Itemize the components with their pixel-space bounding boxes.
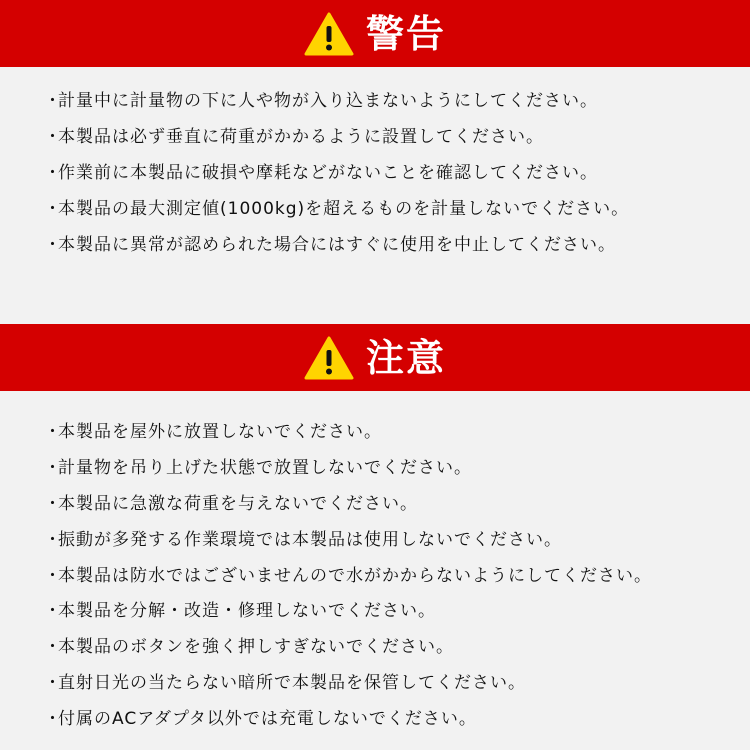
warning-triangle-icon: [304, 12, 354, 56]
warning-item-text: 作業前に本製品に破損や摩耗などがないことを確認してください。: [58, 162, 598, 183]
warning-item: [44, 80, 629, 116]
bullet: ・: [44, 708, 62, 729]
caution-item: [44, 412, 652, 448]
bullet: ・: [44, 529, 62, 550]
caution-item: [44, 448, 652, 484]
bullet: ・: [44, 565, 62, 586]
bullet: ・: [44, 126, 62, 147]
caution-item-text: 付属のACアダプタ以外では充電しないでください。: [58, 708, 477, 729]
caution-item-text: 本製品を屋外に放置しないでください。: [58, 422, 382, 443]
caution-item-text: 本製品に急激な荷重を与えないでください。: [58, 493, 418, 514]
caution-item: [44, 519, 652, 555]
caution-header: [0, 324, 750, 391]
bullet: ・: [44, 422, 62, 443]
warning-header: [0, 0, 750, 67]
bullet: ・: [44, 198, 62, 219]
caution-item: [44, 484, 652, 520]
bullet: ・: [44, 601, 62, 622]
warning-header-content: [304, 12, 446, 56]
bullet: ・: [44, 90, 62, 111]
warning-item-text: 本製品の最大測定値(1000kg)を超えるものを計量しないでください。: [58, 198, 630, 219]
bullet: ・: [44, 672, 62, 693]
warning-item: [44, 152, 629, 188]
caution-item-text: 計量物を吊り上げた状態で放置しないでください。: [58, 458, 472, 479]
caution-item-text: 本製品のボタンを強く押しすぎないでください。: [58, 637, 454, 658]
caution-item: [44, 591, 652, 627]
caution-item: [44, 555, 652, 591]
caution-item-text: 本製品を分解・改造・修理しないでください。: [58, 601, 436, 622]
warning-item-text: 本製品は必ず垂直に荷重がかかるように設置してください。: [58, 126, 544, 147]
bullet: ・: [44, 234, 62, 255]
bullet: ・: [44, 458, 62, 479]
bullet: ・: [44, 162, 62, 183]
warning-item-text: 計量中に計量物の下に人や物が入り込まないようにしてください。: [58, 90, 598, 111]
warning-title: 警告: [365, 11, 446, 56]
caution-item-text: 振動が多発する作業環境では本製品は使用しないでください。: [58, 529, 562, 550]
caution-header-content: [304, 336, 446, 380]
caution-title: 注意: [365, 335, 446, 380]
caution-item: [44, 663, 652, 699]
caution-item-text: 直射日光の当たらない暗所で本製品を保管してください。: [58, 672, 526, 693]
bullet: ・: [44, 493, 62, 514]
caution-item-text: 本製品は防水ではございませんので水がかからないようにしてください。: [58, 565, 652, 586]
caution-item: [44, 627, 652, 663]
warning-item: [44, 224, 629, 260]
caution-list: [44, 412, 652, 734]
warning-list: [44, 80, 629, 260]
bullet: ・: [44, 637, 62, 658]
warning-triangle-icon: [304, 336, 354, 380]
warning-item: [44, 188, 629, 224]
warning-item: [44, 116, 629, 152]
warning-item-text: 本製品に異常が認められた場合にはすぐに使用を中止してください。: [58, 234, 616, 255]
caution-item: [44, 698, 652, 734]
